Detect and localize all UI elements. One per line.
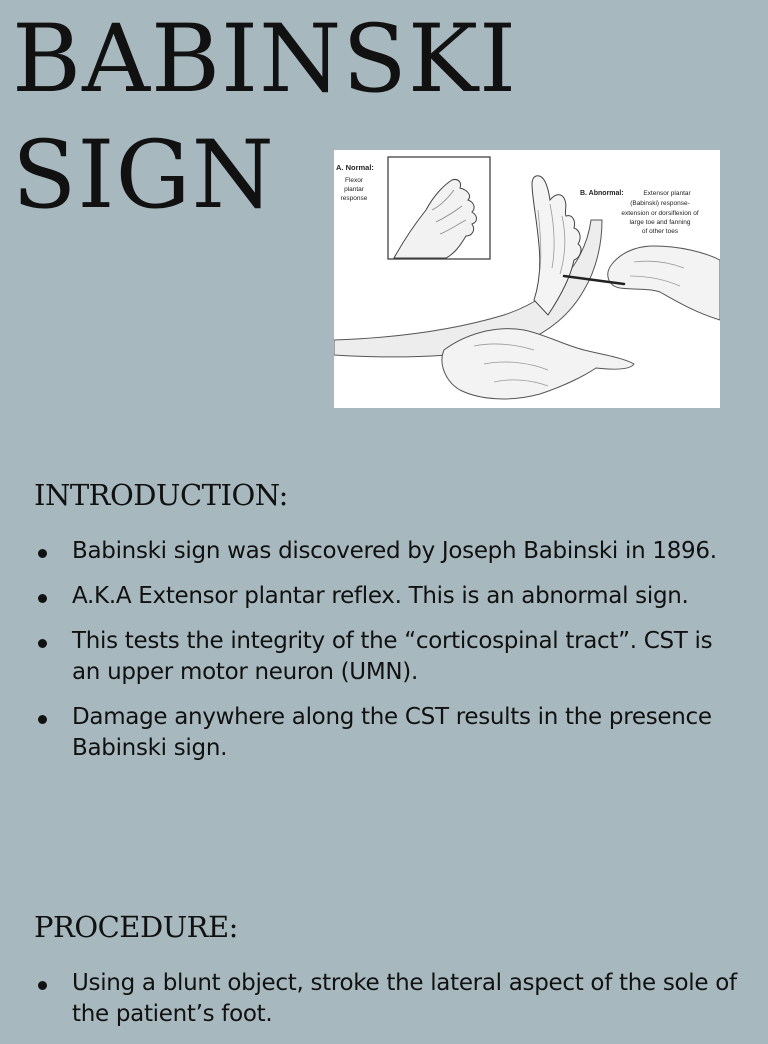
- title-line-1: BABINSKI: [12, 5, 518, 114]
- abnormal-label: B. Abnormal:: [580, 190, 624, 197]
- list-item-text: A.K.A Extensor plantar reflex. This is an abnormal sign.: [72, 583, 689, 609]
- introduction-list: [34, 536, 744, 764]
- introduction-heading: INTRODUCTION:: [34, 478, 288, 512]
- bullet-icon: [38, 594, 47, 603]
- list-item: [34, 536, 744, 567]
- babinski-illustration: [334, 150, 720, 408]
- normal-desc-2: plantar: [344, 186, 364, 193]
- bullet-icon: [38, 981, 47, 990]
- procedure-list: [34, 968, 744, 1030]
- list-item: [34, 702, 744, 764]
- list-item-text: Damage anywhere along the CST results in the presence Babinski sign.: [72, 704, 712, 761]
- abnormal-desc-3: extension or dorsiflexion of: [621, 210, 699, 217]
- introduction-section: [34, 478, 744, 778]
- title-line-2: SIGN: [12, 121, 275, 230]
- list-item: [34, 968, 744, 1030]
- list-item: [34, 581, 744, 612]
- holding-hand: [442, 329, 634, 399]
- procedure-heading: PROCEDURE:: [34, 910, 238, 944]
- list-item-text: Using a blunt object, stroke the lateral aspect of the sole of the patient’s foot.: [72, 970, 737, 1027]
- list-item-text: Babinski sign was discovered by Joseph Babinski in 1896.: [72, 538, 717, 564]
- normal-label: A. Normal:: [336, 163, 374, 172]
- normal-desc-1: Flexor: [344, 177, 364, 184]
- bullet-icon: [38, 639, 47, 648]
- illustration-svg: [334, 150, 720, 408]
- abnormal-desc-2: (Babinski) response-: [630, 200, 690, 207]
- abnormal-desc-4: large toe and fanning: [629, 219, 691, 226]
- bullet-icon: [38, 715, 47, 724]
- bullet-icon: [38, 549, 47, 558]
- abnormal-desc-1: Extensor plantar: [643, 190, 691, 197]
- list-item: [34, 626, 744, 688]
- abnormal-desc-5: of other toes: [641, 228, 679, 235]
- list-item-text: This tests the integrity of the “corticospinal tract”. CST is an upper motor neuron (UMN).: [72, 628, 713, 685]
- normal-desc-3: response: [340, 195, 368, 202]
